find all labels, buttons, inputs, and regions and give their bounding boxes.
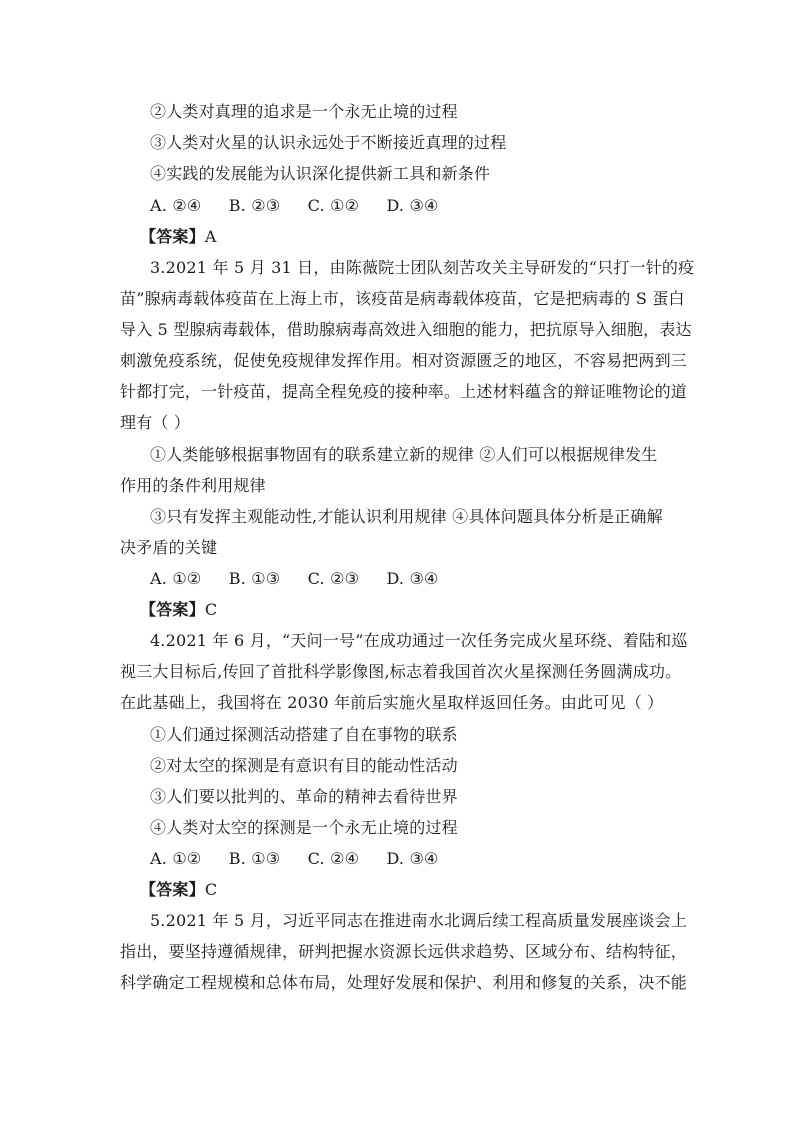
answer-value: A	[204, 227, 217, 246]
q4-answer	[140, 880, 700, 900]
q4-stem-line: 在此基础上，我国将在 2030 年前后实施火星取样返回任务。由此可见（ ）	[120, 693, 664, 712]
q3-option-b: B. ①③	[228, 569, 281, 588]
q3-stem-line: 3.2021 年 5 月 31 日，由陈薇院士团队刻苦攻关主导研发的“只打一针的疫	[150, 258, 695, 277]
q2-item-3: ③人类对火星的认识永远处于不断接近真理的过程	[150, 133, 507, 152]
answer-value: C	[204, 600, 218, 619]
q3-item-line: ①人类能够根据事物固有的联系建立新的规律 ②人们可以根据规律发生	[150, 445, 658, 464]
q2-option-c: C. ①②	[307, 196, 360, 215]
answer-label: 【答案】	[140, 600, 205, 619]
q2-answer	[140, 227, 700, 247]
q4-option-a: A. ①②	[150, 849, 202, 868]
q4-options	[150, 849, 710, 869]
q3-option-a: A. ①②	[150, 569, 202, 588]
q3-stem-line: 导入 5 型腺病毒载体，借助腺病毒高效进入细胞的能力，把抗原导入细胞，表达	[120, 320, 692, 339]
q2-option-d: D. ③④	[386, 196, 439, 215]
q3-item-line: 作用的条件利用规律	[120, 476, 266, 495]
q4-stem-line: 4.2021 年 6 月，“天问一号”在成功通过一次任务完成火星环绕、着陆和巡	[150, 631, 688, 650]
q2-options	[150, 196, 710, 216]
answer-value: C	[204, 880, 218, 899]
q3-answer	[140, 600, 700, 620]
q5-stem-line: 指出，要坚持遵循规律，研判把握水资源长远供求趋势、区域分布、结构特征，	[120, 942, 688, 961]
q4-option-d: D. ③④	[386, 849, 439, 868]
answer-label: 【答案】	[140, 880, 205, 899]
q4-option-c: C. ②④	[307, 849, 360, 868]
q3-option-d: D. ③④	[386, 569, 439, 588]
q3-stem-line: 苗”腺病毒载体疫苗在上海上市，该疫苗是病毒载体疫苗，它是把病毒的 S 蛋白	[120, 289, 685, 308]
q2-item-2: ②人类对真理的追求是一个永无止境的过程	[150, 102, 458, 121]
q4-option-b: B. ①③	[228, 849, 281, 868]
q3-item-line: 决矛盾的关键	[120, 538, 218, 557]
q3-item-line: ③只有发挥主观能动性,才能认识利用规律 ④具体问题具体分析是正确解	[150, 507, 663, 526]
answer-label: 【答案】	[140, 227, 205, 246]
q4-item-2: ②对太空的探测是有意识有目的能动性活动	[150, 756, 458, 775]
q4-item-1: ①人们通过探测活动搭建了自在事物的联系	[150, 725, 458, 744]
q2-option-b: B. ②③	[228, 196, 281, 215]
q3-option-c: C. ②③	[307, 569, 360, 588]
q2-item-4: ④实践的发展能为认识深化提供新工具和新条件	[150, 164, 491, 183]
q3-stem-line: 理有（ ）	[120, 413, 191, 432]
q5-stem-line: 科学确定工程规模和总体布局，处理好发展和保护、利用和修复的关系，决不能	[120, 973, 688, 992]
q4-stem-line: 视三大目标后,传回了首批科学影像图,标志着我国首次火星探测任务圆满成功。	[120, 662, 682, 681]
q4-item-3: ③人们要以批判的、革命的精神去看待世界	[150, 787, 458, 806]
q3-stem-line: 针都打完，一针疫苗，提高全程免疫的接种率。上述材料蕴含的辩证唯物论的道	[120, 382, 688, 401]
q4-item-4: ④人类对太空的探测是一个永无止境的过程	[150, 818, 458, 837]
q3-stem-line: 刺激免疫系统，促使免疫规律发挥作用。相对资源匮乏的地区，不容易把两到三	[120, 351, 688, 370]
q2-option-a: A. ②④	[150, 196, 202, 215]
q3-options	[150, 569, 710, 589]
q5-stem-line: 5.2021 年 5 月，习近平同志在推进南水北调后续工程高质量发展座谈会上	[150, 911, 688, 930]
